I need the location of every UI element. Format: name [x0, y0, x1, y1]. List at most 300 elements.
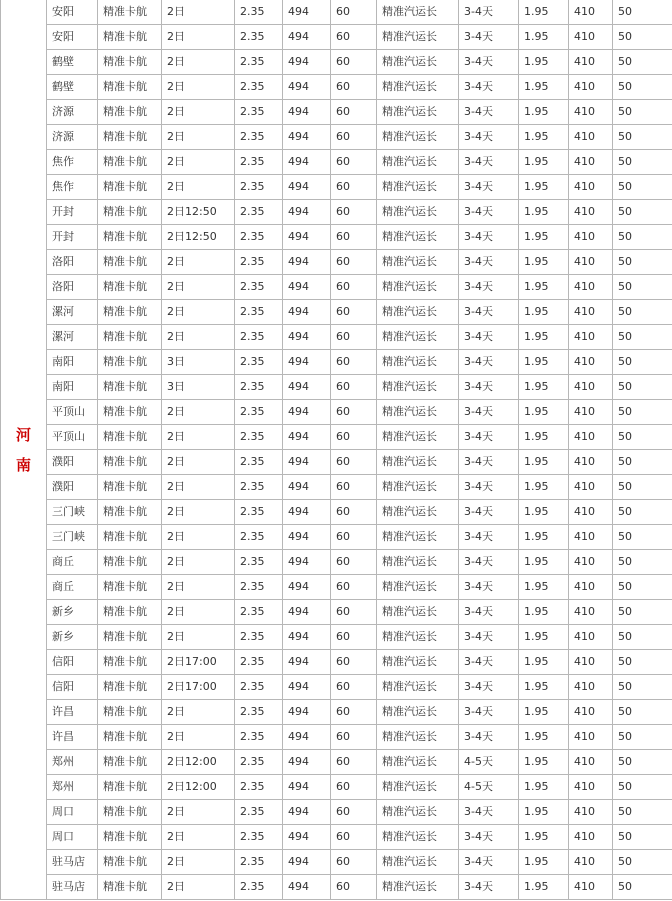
- delivery-time-cell: 2日: [162, 425, 235, 450]
- service-cell: 精准卡航: [98, 575, 162, 600]
- weight-price-2-cell: 1.95: [519, 825, 569, 850]
- service-2-cell: 精准汽运长: [377, 350, 459, 375]
- min-charge-2-cell: 50: [613, 375, 672, 400]
- service-2-cell: 精准汽运长: [377, 475, 459, 500]
- service-cell: 精准卡航: [98, 125, 162, 150]
- volume-price-cell: 494: [283, 0, 331, 25]
- min-charge-2-cell: 50: [613, 175, 672, 200]
- min-charge-2-cell: 50: [613, 550, 672, 575]
- min-charge-2-cell: 50: [613, 600, 672, 625]
- volume-price-2-cell: 410: [569, 375, 613, 400]
- min-charge-2-cell: 50: [613, 525, 672, 550]
- volume-price-cell: 494: [283, 375, 331, 400]
- transit-days-cell: 3-4天: [459, 725, 519, 750]
- min-charge-2-cell: 50: [613, 50, 672, 75]
- service-2-cell: 精准汽运长: [377, 200, 459, 225]
- service-2-cell: 精准汽运长: [377, 175, 459, 200]
- service-2-cell: 精准汽运长: [377, 675, 459, 700]
- min-charge-cell: 60: [331, 75, 377, 100]
- delivery-time-cell: 2日: [162, 800, 235, 825]
- delivery-time-cell: 2日: [162, 825, 235, 850]
- service-2-cell: 精准汽运长: [377, 525, 459, 550]
- table-row: [1, 425, 672, 450]
- weight-price-cell: 2.35: [235, 650, 283, 675]
- weight-price-cell: 2.35: [235, 75, 283, 100]
- weight-price-cell: 2.35: [235, 600, 283, 625]
- min-charge-cell: 60: [331, 800, 377, 825]
- weight-price-2-cell: 1.95: [519, 650, 569, 675]
- city-cell: 驻马店: [47, 875, 98, 900]
- min-charge-2-cell: 50: [613, 150, 672, 175]
- weight-price-2-cell: 1.95: [519, 700, 569, 725]
- min-charge-2-cell: 50: [613, 0, 672, 25]
- weight-price-cell: 2.35: [235, 875, 283, 900]
- transit-days-cell: 3-4天: [459, 250, 519, 275]
- min-charge-cell: 60: [331, 575, 377, 600]
- min-charge-cell: 60: [331, 375, 377, 400]
- volume-price-cell: 494: [283, 450, 331, 475]
- service-cell: 精准卡航: [98, 300, 162, 325]
- weight-price-cell: 2.35: [235, 150, 283, 175]
- service-cell: 精准卡航: [98, 675, 162, 700]
- weight-price-2-cell: 1.95: [519, 750, 569, 775]
- city-cell: 安阳: [47, 25, 98, 50]
- table-row: [1, 450, 672, 475]
- min-charge-cell: 60: [331, 600, 377, 625]
- delivery-time-cell: 3日: [162, 375, 235, 400]
- service-cell: 精准卡航: [98, 525, 162, 550]
- city-cell: 洛阳: [47, 250, 98, 275]
- volume-price-cell: 494: [283, 675, 331, 700]
- delivery-time-cell: 2日: [162, 400, 235, 425]
- delivery-time-cell: 2日: [162, 250, 235, 275]
- transit-days-cell: 3-4天: [459, 350, 519, 375]
- volume-price-cell: 494: [283, 875, 331, 900]
- weight-price-2-cell: 1.95: [519, 875, 569, 900]
- delivery-time-cell: 2日17:00: [162, 650, 235, 675]
- service-cell: 精准卡航: [98, 25, 162, 50]
- service-cell: 精准卡航: [98, 650, 162, 675]
- volume-price-2-cell: 410: [569, 875, 613, 900]
- delivery-time-cell: 2日: [162, 300, 235, 325]
- min-charge-2-cell: 50: [613, 300, 672, 325]
- transit-days-cell: 3-4天: [459, 200, 519, 225]
- service-2-cell: 精准汽运长: [377, 375, 459, 400]
- transit-days-cell: 4-5天: [459, 750, 519, 775]
- service-cell: 精准卡航: [98, 175, 162, 200]
- transit-days-cell: 3-4天: [459, 300, 519, 325]
- delivery-time-cell: 2日: [162, 700, 235, 725]
- service-2-cell: 精准汽运长: [377, 850, 459, 875]
- volume-price-2-cell: 410: [569, 400, 613, 425]
- weight-price-2-cell: 1.95: [519, 25, 569, 50]
- city-cell: 驻马店: [47, 850, 98, 875]
- min-charge-cell: 60: [331, 350, 377, 375]
- transit-days-cell: 3-4天: [459, 275, 519, 300]
- min-charge-2-cell: 50: [613, 25, 672, 50]
- service-cell: 精准卡航: [98, 150, 162, 175]
- service-2-cell: 精准汽运长: [377, 150, 459, 175]
- transit-days-cell: 3-4天: [459, 800, 519, 825]
- delivery-time-cell: 2日: [162, 550, 235, 575]
- weight-price-cell: 2.35: [235, 125, 283, 150]
- service-2-cell: 精准汽运长: [377, 750, 459, 775]
- service-2-cell: 精准汽运长: [377, 25, 459, 50]
- min-charge-2-cell: 50: [613, 725, 672, 750]
- table-row: [1, 775, 672, 800]
- transit-days-cell: 3-4天: [459, 125, 519, 150]
- volume-price-2-cell: 410: [569, 575, 613, 600]
- transit-days-cell: 3-4天: [459, 550, 519, 575]
- weight-price-cell: 2.35: [235, 25, 283, 50]
- service-cell: 精准卡航: [98, 75, 162, 100]
- city-cell: 三门峡: [47, 525, 98, 550]
- volume-price-2-cell: 410: [569, 475, 613, 500]
- volume-price-2-cell: 410: [569, 275, 613, 300]
- service-2-cell: 精准汽运长: [377, 125, 459, 150]
- table-row: [1, 625, 672, 650]
- service-2-cell: 精准汽运长: [377, 700, 459, 725]
- table-row: [1, 125, 672, 150]
- volume-price-cell: 494: [283, 500, 331, 525]
- min-charge-cell: 60: [331, 425, 377, 450]
- city-cell: 新乡: [47, 600, 98, 625]
- weight-price-2-cell: 1.95: [519, 675, 569, 700]
- min-charge-2-cell: 50: [613, 500, 672, 525]
- volume-price-2-cell: 410: [569, 450, 613, 475]
- volume-price-cell: 494: [283, 125, 331, 150]
- weight-price-2-cell: 1.95: [519, 475, 569, 500]
- service-cell: 精准卡航: [98, 875, 162, 900]
- min-charge-cell: 60: [331, 450, 377, 475]
- weight-price-2-cell: 1.95: [519, 350, 569, 375]
- table-row: [1, 250, 672, 275]
- delivery-time-cell: 3日: [162, 350, 235, 375]
- transit-days-cell: 3-4天: [459, 475, 519, 500]
- weight-price-cell: 2.35: [235, 475, 283, 500]
- min-charge-2-cell: 50: [613, 650, 672, 675]
- service-cell: 精准卡航: [98, 475, 162, 500]
- table-row: [1, 700, 672, 725]
- volume-price-2-cell: 410: [569, 50, 613, 75]
- table-row: [1, 50, 672, 75]
- table-row: [1, 875, 672, 900]
- weight-price-cell: 2.35: [235, 625, 283, 650]
- service-cell: 精准卡航: [98, 850, 162, 875]
- volume-price-cell: 494: [283, 775, 331, 800]
- service-cell: 精准卡航: [98, 750, 162, 775]
- min-charge-cell: 60: [331, 400, 377, 425]
- weight-price-cell: 2.35: [235, 300, 283, 325]
- transit-days-cell: 3-4天: [459, 825, 519, 850]
- city-cell: 焦作: [47, 175, 98, 200]
- weight-price-cell: 2.35: [235, 750, 283, 775]
- service-2-cell: 精准汽运长: [377, 275, 459, 300]
- weight-price-cell: 2.35: [235, 675, 283, 700]
- weight-price-2-cell: 1.95: [519, 325, 569, 350]
- delivery-time-cell: 2日: [162, 150, 235, 175]
- weight-price-2-cell: 1.95: [519, 500, 569, 525]
- city-cell: 信阳: [47, 650, 98, 675]
- service-2-cell: 精准汽运长: [377, 600, 459, 625]
- weight-price-cell: 2.35: [235, 550, 283, 575]
- volume-price-2-cell: 410: [569, 600, 613, 625]
- service-cell: 精准卡航: [98, 50, 162, 75]
- table-row: [1, 400, 672, 425]
- service-cell: 精准卡航: [98, 725, 162, 750]
- volume-price-cell: 494: [283, 725, 331, 750]
- min-charge-cell: 60: [331, 825, 377, 850]
- min-charge-cell: 60: [331, 150, 377, 175]
- service-2-cell: 精准汽运长: [377, 100, 459, 125]
- city-cell: 许昌: [47, 725, 98, 750]
- transit-days-cell: 3-4天: [459, 425, 519, 450]
- min-charge-cell: 60: [331, 25, 377, 50]
- service-cell: 精准卡航: [98, 450, 162, 475]
- volume-price-cell: 494: [283, 550, 331, 575]
- table-row: [1, 200, 672, 225]
- volume-price-2-cell: 410: [569, 625, 613, 650]
- min-charge-cell: 60: [331, 0, 377, 25]
- min-charge-2-cell: 50: [613, 75, 672, 100]
- volume-price-cell: 494: [283, 75, 331, 100]
- service-cell: 精准卡航: [98, 200, 162, 225]
- min-charge-cell: 60: [331, 850, 377, 875]
- weight-price-cell: 2.35: [235, 775, 283, 800]
- service-2-cell: 精准汽运长: [377, 650, 459, 675]
- delivery-time-cell: 2日: [162, 600, 235, 625]
- delivery-time-cell: 2日: [162, 500, 235, 525]
- weight-price-cell: 2.35: [235, 225, 283, 250]
- min-charge-cell: 60: [331, 875, 377, 900]
- city-cell: 济源: [47, 100, 98, 125]
- weight-price-2-cell: 1.95: [519, 225, 569, 250]
- min-charge-cell: 60: [331, 750, 377, 775]
- volume-price-cell: 494: [283, 400, 331, 425]
- min-charge-2-cell: 50: [613, 875, 672, 900]
- min-charge-cell: 60: [331, 625, 377, 650]
- city-cell: 平顶山: [47, 425, 98, 450]
- weight-price-2-cell: 1.95: [519, 125, 569, 150]
- table-row: [1, 350, 672, 375]
- weight-price-cell: 2.35: [235, 525, 283, 550]
- city-cell: 濮阳: [47, 475, 98, 500]
- weight-price-cell: 2.35: [235, 0, 283, 25]
- service-2-cell: 精准汽运长: [377, 50, 459, 75]
- volume-price-cell: 494: [283, 650, 331, 675]
- city-cell: 焦作: [47, 150, 98, 175]
- volume-price-cell: 494: [283, 225, 331, 250]
- min-charge-2-cell: 50: [613, 700, 672, 725]
- table-row: [1, 600, 672, 625]
- volume-price-2-cell: 410: [569, 225, 613, 250]
- transit-days-cell: 3-4天: [459, 850, 519, 875]
- volume-price-2-cell: 410: [569, 0, 613, 25]
- weight-price-2-cell: 1.95: [519, 175, 569, 200]
- volume-price-cell: 494: [283, 600, 331, 625]
- service-cell: 精准卡航: [98, 100, 162, 125]
- delivery-time-cell: 2日: [162, 325, 235, 350]
- delivery-time-cell: 2日: [162, 50, 235, 75]
- weight-price-2-cell: 1.95: [519, 75, 569, 100]
- volume-price-cell: 494: [283, 300, 331, 325]
- delivery-time-cell: 2日: [162, 25, 235, 50]
- volume-price-cell: 494: [283, 625, 331, 650]
- city-cell: 新乡: [47, 625, 98, 650]
- city-cell: 平顶山: [47, 400, 98, 425]
- service-2-cell: 精准汽运长: [377, 225, 459, 250]
- delivery-time-cell: 2日: [162, 725, 235, 750]
- min-charge-2-cell: 50: [613, 100, 672, 125]
- volume-price-2-cell: 410: [569, 25, 613, 50]
- volume-price-2-cell: 410: [569, 775, 613, 800]
- min-charge-cell: 60: [331, 325, 377, 350]
- service-cell: 精准卡航: [98, 350, 162, 375]
- min-charge-cell: 60: [331, 175, 377, 200]
- transit-days-cell: 3-4天: [459, 575, 519, 600]
- volume-price-cell: 494: [283, 475, 331, 500]
- min-charge-cell: 60: [331, 275, 377, 300]
- transit-days-cell: 3-4天: [459, 700, 519, 725]
- transit-days-cell: 3-4天: [459, 225, 519, 250]
- city-cell: 郑州: [47, 750, 98, 775]
- min-charge-2-cell: 50: [613, 825, 672, 850]
- weight-price-2-cell: 1.95: [519, 600, 569, 625]
- weight-price-2-cell: 1.95: [519, 550, 569, 575]
- delivery-time-cell: 2日12:50: [162, 200, 235, 225]
- volume-price-cell: 494: [283, 200, 331, 225]
- min-charge-2-cell: 50: [613, 250, 672, 275]
- volume-price-2-cell: 410: [569, 125, 613, 150]
- city-cell: 信阳: [47, 675, 98, 700]
- weight-price-cell: 2.35: [235, 725, 283, 750]
- transit-days-cell: 3-4天: [459, 625, 519, 650]
- service-cell: 精准卡航: [98, 700, 162, 725]
- transit-days-cell: 3-4天: [459, 325, 519, 350]
- weight-price-cell: 2.35: [235, 50, 283, 75]
- volume-price-2-cell: 410: [569, 675, 613, 700]
- city-cell: 济源: [47, 125, 98, 150]
- table-row: [1, 100, 672, 125]
- min-charge-cell: 60: [331, 550, 377, 575]
- delivery-time-cell: 2日12:50: [162, 225, 235, 250]
- weight-price-2-cell: 1.95: [519, 150, 569, 175]
- volume-price-cell: 494: [283, 575, 331, 600]
- volume-price-cell: 494: [283, 750, 331, 775]
- volume-price-2-cell: 410: [569, 650, 613, 675]
- city-cell: 开封: [47, 200, 98, 225]
- min-charge-cell: 60: [331, 100, 377, 125]
- volume-price-cell: 494: [283, 100, 331, 125]
- service-cell: 精准卡航: [98, 325, 162, 350]
- transit-days-cell: 3-4天: [459, 500, 519, 525]
- weight-price-cell: 2.35: [235, 275, 283, 300]
- table-row: [1, 650, 672, 675]
- volume-price-2-cell: 410: [569, 525, 613, 550]
- min-charge-cell: 60: [331, 300, 377, 325]
- service-2-cell: 精准汽运长: [377, 625, 459, 650]
- service-2-cell: 精准汽运长: [377, 825, 459, 850]
- city-cell: 三门峡: [47, 500, 98, 525]
- delivery-time-cell: 2日: [162, 100, 235, 125]
- weight-price-2-cell: 1.95: [519, 850, 569, 875]
- min-charge-2-cell: 50: [613, 225, 672, 250]
- service-2-cell: 精准汽运长: [377, 725, 459, 750]
- city-cell: 南阳: [47, 375, 98, 400]
- volume-price-2-cell: 410: [569, 75, 613, 100]
- weight-price-cell: 2.35: [235, 400, 283, 425]
- service-2-cell: 精准汽运长: [377, 575, 459, 600]
- volume-price-cell: 494: [283, 825, 331, 850]
- min-charge-2-cell: 50: [613, 350, 672, 375]
- weight-price-2-cell: 1.95: [519, 525, 569, 550]
- weight-price-2-cell: 1.95: [519, 425, 569, 450]
- min-charge-cell: 60: [331, 125, 377, 150]
- table-row: [1, 500, 672, 525]
- transit-days-cell: 3-4天: [459, 150, 519, 175]
- weight-price-cell: 2.35: [235, 100, 283, 125]
- delivery-time-cell: 2日: [162, 75, 235, 100]
- weight-price-cell: 2.35: [235, 700, 283, 725]
- service-2-cell: 精准汽运长: [377, 550, 459, 575]
- service-cell: 精准卡航: [98, 550, 162, 575]
- weight-price-cell: 2.35: [235, 200, 283, 225]
- min-charge-cell: 60: [331, 675, 377, 700]
- delivery-time-cell: 2日: [162, 450, 235, 475]
- table-row: [1, 525, 672, 550]
- service-2-cell: 精准汽运长: [377, 775, 459, 800]
- table-row: [1, 825, 672, 850]
- city-cell: 周口: [47, 800, 98, 825]
- weight-price-2-cell: 1.95: [519, 300, 569, 325]
- table-row: [1, 850, 672, 875]
- service-2-cell: 精准汽运长: [377, 450, 459, 475]
- min-charge-2-cell: 50: [613, 625, 672, 650]
- table-row: [1, 750, 672, 775]
- weight-price-cell: 2.35: [235, 450, 283, 475]
- weight-price-2-cell: 1.95: [519, 575, 569, 600]
- province-cell: [1, 0, 47, 900]
- service-2-cell: 精准汽运长: [377, 325, 459, 350]
- delivery-time-cell: 2日: [162, 625, 235, 650]
- volume-price-2-cell: 410: [569, 750, 613, 775]
- min-charge-2-cell: 50: [613, 850, 672, 875]
- service-cell: 精准卡航: [98, 275, 162, 300]
- weight-price-cell: 2.35: [235, 500, 283, 525]
- delivery-time-cell: 2日12:00: [162, 775, 235, 800]
- delivery-time-cell: 2日: [162, 175, 235, 200]
- volume-price-2-cell: 410: [569, 500, 613, 525]
- volume-price-cell: 494: [283, 150, 331, 175]
- service-cell: 精准卡航: [98, 225, 162, 250]
- service-cell: 精准卡航: [98, 600, 162, 625]
- min-charge-2-cell: 50: [613, 275, 672, 300]
- min-charge-cell: 60: [331, 200, 377, 225]
- min-charge-2-cell: 50: [613, 400, 672, 425]
- transit-days-cell: 3-4天: [459, 375, 519, 400]
- min-charge-2-cell: 50: [613, 800, 672, 825]
- transit-days-cell: 3-4天: [459, 450, 519, 475]
- volume-price-2-cell: 410: [569, 800, 613, 825]
- volume-price-2-cell: 410: [569, 325, 613, 350]
- volume-price-cell: 494: [283, 275, 331, 300]
- volume-price-2-cell: 410: [569, 300, 613, 325]
- table-row: [1, 225, 672, 250]
- weight-price-2-cell: 1.95: [519, 275, 569, 300]
- city-cell: 鹤壁: [47, 50, 98, 75]
- weight-price-cell: 2.35: [235, 250, 283, 275]
- volume-price-2-cell: 410: [569, 250, 613, 275]
